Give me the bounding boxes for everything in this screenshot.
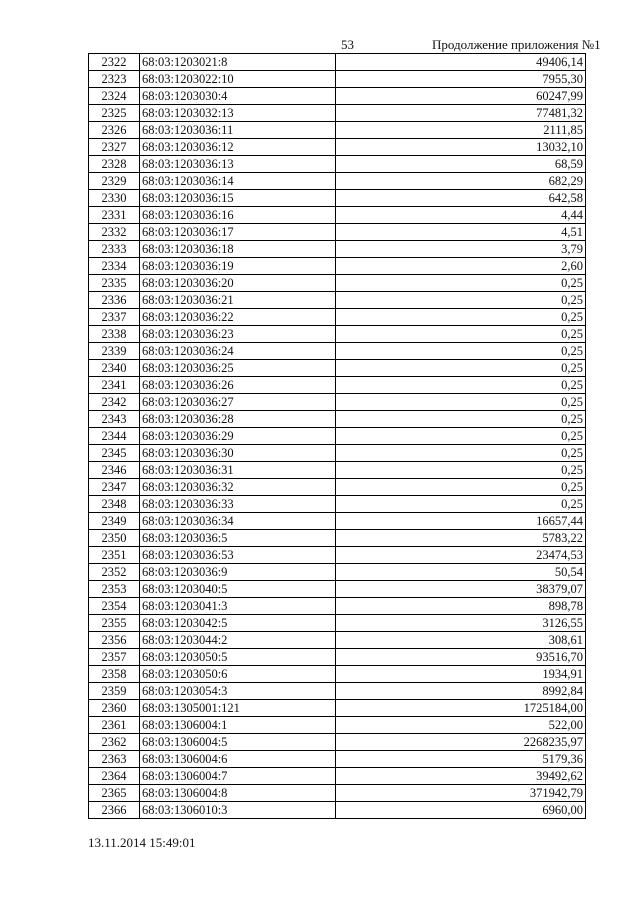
cadastral-number-cell: 68:03:1306004:6 bbox=[140, 751, 336, 768]
value-cell: 0,25 bbox=[336, 445, 586, 462]
row-number-cell: 2360 bbox=[89, 700, 140, 717]
cadastral-number-cell: 68:03:1306004:5 bbox=[140, 734, 336, 751]
row-number-cell: 2330 bbox=[89, 190, 140, 207]
row-number-cell: 2329 bbox=[89, 173, 140, 190]
table-row bbox=[89, 88, 586, 105]
table-row bbox=[89, 326, 586, 343]
cadastral-number-cell: 68:03:1203036:12 bbox=[140, 139, 336, 156]
row-number-cell: 2322 bbox=[89, 54, 140, 71]
cadastral-number-cell: 68:03:1203042:5 bbox=[140, 615, 336, 632]
row-number-cell: 2346 bbox=[89, 462, 140, 479]
value-cell: 38379,07 bbox=[336, 581, 586, 598]
value-cell: 308,61 bbox=[336, 632, 586, 649]
cadastral-number-cell: 68:03:1203022:10 bbox=[140, 71, 336, 88]
cadastral-number-cell: 68:03:1203050:5 bbox=[140, 649, 336, 666]
row-number-cell: 2326 bbox=[89, 122, 140, 139]
value-cell: 5179,36 bbox=[336, 751, 586, 768]
value-cell: 13032,10 bbox=[336, 139, 586, 156]
cadastral-table bbox=[88, 53, 586, 819]
cadastral-number-cell: 68:03:1203036:15 bbox=[140, 190, 336, 207]
row-number-cell: 2356 bbox=[89, 632, 140, 649]
value-cell: 68,59 bbox=[336, 156, 586, 173]
table-row bbox=[89, 768, 586, 785]
value-cell: 93516,70 bbox=[336, 649, 586, 666]
value-cell: 77481,32 bbox=[336, 105, 586, 122]
value-cell: 4,51 bbox=[336, 224, 586, 241]
table-row bbox=[89, 190, 586, 207]
cadastral-number-cell: 68:03:1306004:1 bbox=[140, 717, 336, 734]
value-cell: 4,44 bbox=[336, 207, 586, 224]
table-row bbox=[89, 224, 586, 241]
table-row bbox=[89, 666, 586, 683]
value-cell: 1725184,00 bbox=[336, 700, 586, 717]
table-row bbox=[89, 360, 586, 377]
table-row bbox=[89, 292, 586, 309]
row-number-cell: 2344 bbox=[89, 428, 140, 445]
value-cell: 60247,99 bbox=[336, 88, 586, 105]
value-cell: 898,78 bbox=[336, 598, 586, 615]
table-row bbox=[89, 564, 586, 581]
cadastral-table-body bbox=[89, 54, 586, 819]
table-row bbox=[89, 173, 586, 190]
cadastral-number-cell: 68:03:1203041:3 bbox=[140, 598, 336, 615]
row-number-cell: 2332 bbox=[89, 224, 140, 241]
table-row bbox=[89, 105, 586, 122]
row-number-cell: 2355 bbox=[89, 615, 140, 632]
value-cell: 6960,00 bbox=[336, 802, 586, 819]
continuation-title: Продолжение приложения №1 bbox=[432, 37, 601, 52]
row-number-cell: 2357 bbox=[89, 649, 140, 666]
page-number: 53 bbox=[341, 37, 354, 52]
value-cell: 49406,14 bbox=[336, 54, 586, 71]
table-row bbox=[89, 479, 586, 496]
cadastral-number-cell: 68:03:1203036:28 bbox=[140, 411, 336, 428]
cadastral-number-cell: 68:03:1305001:121 bbox=[140, 700, 336, 717]
print-timestamp: 13.11.2014 15:49:01 bbox=[88, 835, 196, 850]
value-cell: 0,25 bbox=[336, 326, 586, 343]
cadastral-number-cell: 68:03:1203036:13 bbox=[140, 156, 336, 173]
row-number-cell: 2336 bbox=[89, 292, 140, 309]
cadastral-number-cell: 68:03:1203036:25 bbox=[140, 360, 336, 377]
cadastral-number-cell: 68:03:1203036:53 bbox=[140, 547, 336, 564]
cadastral-number-cell: 68:03:1203030:4 bbox=[140, 88, 336, 105]
table-row bbox=[89, 751, 586, 768]
row-number-cell: 2331 bbox=[89, 207, 140, 224]
value-cell: 2111,85 bbox=[336, 122, 586, 139]
row-number-cell: 2358 bbox=[89, 666, 140, 683]
table-row bbox=[89, 700, 586, 717]
cadastral-number-cell: 68:03:1203050:6 bbox=[140, 666, 336, 683]
table-row bbox=[89, 445, 586, 462]
row-number-cell: 2334 bbox=[89, 258, 140, 275]
row-number-cell: 2345 bbox=[89, 445, 140, 462]
value-cell: 0,25 bbox=[336, 343, 586, 360]
cadastral-number-cell: 68:03:1203036:23 bbox=[140, 326, 336, 343]
row-number-cell: 2365 bbox=[89, 785, 140, 802]
table-row bbox=[89, 139, 586, 156]
value-cell: 3,79 bbox=[336, 241, 586, 258]
table-row bbox=[89, 802, 586, 819]
row-number-cell: 2353 bbox=[89, 581, 140, 598]
row-number-cell: 2335 bbox=[89, 275, 140, 292]
table-row bbox=[89, 241, 586, 258]
row-number-cell: 2325 bbox=[89, 105, 140, 122]
table-row bbox=[89, 343, 586, 360]
table-row bbox=[89, 411, 586, 428]
table-row bbox=[89, 156, 586, 173]
row-number-cell: 2366 bbox=[89, 802, 140, 819]
cadastral-number-cell: 68:03:1203036:19 bbox=[140, 258, 336, 275]
value-cell: 642,58 bbox=[336, 190, 586, 207]
cadastral-number-cell: 68:03:1203036:20 bbox=[140, 275, 336, 292]
cadastral-number-cell: 68:03:1203036:9 bbox=[140, 564, 336, 581]
cadastral-number-cell: 68:03:1203036:29 bbox=[140, 428, 336, 445]
cadastral-number-cell: 68:03:1203032:13 bbox=[140, 105, 336, 122]
value-cell: 0,25 bbox=[336, 496, 586, 513]
row-number-cell: 2351 bbox=[89, 547, 140, 564]
cadastral-number-cell: 68:03:1306004:7 bbox=[140, 768, 336, 785]
cadastral-number-cell: 68:03:1203036:24 bbox=[140, 343, 336, 360]
table-row bbox=[89, 462, 586, 479]
cadastral-number-cell: 68:03:1203021:8 bbox=[140, 54, 336, 71]
table-row bbox=[89, 547, 586, 564]
row-number-cell: 2364 bbox=[89, 768, 140, 785]
table-row bbox=[89, 309, 586, 326]
row-number-cell: 2323 bbox=[89, 71, 140, 88]
row-number-cell: 2362 bbox=[89, 734, 140, 751]
value-cell: 0,25 bbox=[336, 275, 586, 292]
value-cell: 2,60 bbox=[336, 258, 586, 275]
table-row bbox=[89, 581, 586, 598]
value-cell: 522,00 bbox=[336, 717, 586, 734]
row-number-cell: 2339 bbox=[89, 343, 140, 360]
value-cell: 16657,44 bbox=[336, 513, 586, 530]
row-number-cell: 2340 bbox=[89, 360, 140, 377]
row-number-cell: 2337 bbox=[89, 309, 140, 326]
cadastral-number-cell: 68:03:1306004:8 bbox=[140, 785, 336, 802]
cadastral-number-cell: 68:03:1203036:31 bbox=[140, 462, 336, 479]
value-cell: 39492,62 bbox=[336, 768, 586, 785]
table-row bbox=[89, 377, 586, 394]
cadastral-number-cell: 68:03:1203036:16 bbox=[140, 207, 336, 224]
cadastral-number-cell: 68:03:1203036:33 bbox=[140, 496, 336, 513]
value-cell: 0,25 bbox=[336, 479, 586, 496]
cadastral-number-cell: 68:03:1203036:21 bbox=[140, 292, 336, 309]
cadastral-number-cell: 68:03:1306010:3 bbox=[140, 802, 336, 819]
table-row bbox=[89, 649, 586, 666]
row-number-cell: 2347 bbox=[89, 479, 140, 496]
value-cell: 0,25 bbox=[336, 292, 586, 309]
table-row bbox=[89, 513, 586, 530]
table-row bbox=[89, 496, 586, 513]
value-cell: 2268235,97 bbox=[336, 734, 586, 751]
row-number-cell: 2324 bbox=[89, 88, 140, 105]
value-cell: 50,54 bbox=[336, 564, 586, 581]
row-number-cell: 2350 bbox=[89, 530, 140, 547]
value-cell: 682,29 bbox=[336, 173, 586, 190]
value-cell: 0,25 bbox=[336, 377, 586, 394]
value-cell: 8992,84 bbox=[336, 683, 586, 700]
value-cell: 1934,91 bbox=[336, 666, 586, 683]
row-number-cell: 2341 bbox=[89, 377, 140, 394]
row-number-cell: 2363 bbox=[89, 751, 140, 768]
cadastral-number-cell: 68:03:1203036:30 bbox=[140, 445, 336, 462]
row-number-cell: 2352 bbox=[89, 564, 140, 581]
row-number-cell: 2349 bbox=[89, 513, 140, 530]
table-row bbox=[89, 71, 586, 88]
cadastral-number-cell: 68:03:1203036:27 bbox=[140, 394, 336, 411]
cadastral-number-cell: 68:03:1203036:32 bbox=[140, 479, 336, 496]
row-number-cell: 2361 bbox=[89, 717, 140, 734]
cadastral-number-cell: 68:03:1203036:18 bbox=[140, 241, 336, 258]
cadastral-number-cell: 68:03:1203036:26 bbox=[140, 377, 336, 394]
table-row bbox=[89, 530, 586, 547]
table-row bbox=[89, 734, 586, 751]
table-row bbox=[89, 598, 586, 615]
table-row bbox=[89, 632, 586, 649]
value-cell: 0,25 bbox=[336, 411, 586, 428]
cadastral-number-cell: 68:03:1203036:14 bbox=[140, 173, 336, 190]
table-row bbox=[89, 54, 586, 71]
row-number-cell: 2342 bbox=[89, 394, 140, 411]
value-cell: 0,25 bbox=[336, 428, 586, 445]
table-row bbox=[89, 683, 586, 700]
table-row bbox=[89, 394, 586, 411]
value-cell: 0,25 bbox=[336, 309, 586, 326]
value-cell: 3126,55 bbox=[336, 615, 586, 632]
table-row bbox=[89, 615, 586, 632]
cadastral-number-cell: 68:03:1203036:5 bbox=[140, 530, 336, 547]
table-row bbox=[89, 275, 586, 292]
table-row bbox=[89, 785, 586, 802]
row-number-cell: 2338 bbox=[89, 326, 140, 343]
value-cell: 23474,53 bbox=[336, 547, 586, 564]
table-row bbox=[89, 122, 586, 139]
value-cell: 0,25 bbox=[336, 394, 586, 411]
value-cell: 0,25 bbox=[336, 462, 586, 479]
table-row bbox=[89, 258, 586, 275]
row-number-cell: 2359 bbox=[89, 683, 140, 700]
value-cell: 7955,30 bbox=[336, 71, 586, 88]
value-cell: 371942,79 bbox=[336, 785, 586, 802]
table-row bbox=[89, 717, 586, 734]
cadastral-number-cell: 68:03:1203040:5 bbox=[140, 581, 336, 598]
cadastral-number-cell: 68:03:1203036:34 bbox=[140, 513, 336, 530]
table-row bbox=[89, 428, 586, 445]
cadastral-number-cell: 68:03:1203044:2 bbox=[140, 632, 336, 649]
row-number-cell: 2348 bbox=[89, 496, 140, 513]
value-cell: 5783,22 bbox=[336, 530, 586, 547]
cadastral-number-cell: 68:03:1203054:3 bbox=[140, 683, 336, 700]
row-number-cell: 2354 bbox=[89, 598, 140, 615]
value-cell: 0,25 bbox=[336, 360, 586, 377]
cadastral-number-cell: 68:03:1203036:22 bbox=[140, 309, 336, 326]
row-number-cell: 2328 bbox=[89, 156, 140, 173]
cadastral-number-cell: 68:03:1203036:11 bbox=[140, 122, 336, 139]
table-row bbox=[89, 207, 586, 224]
row-number-cell: 2333 bbox=[89, 241, 140, 258]
row-number-cell: 2343 bbox=[89, 411, 140, 428]
row-number-cell: 2327 bbox=[89, 139, 140, 156]
cadastral-number-cell: 68:03:1203036:17 bbox=[140, 224, 336, 241]
